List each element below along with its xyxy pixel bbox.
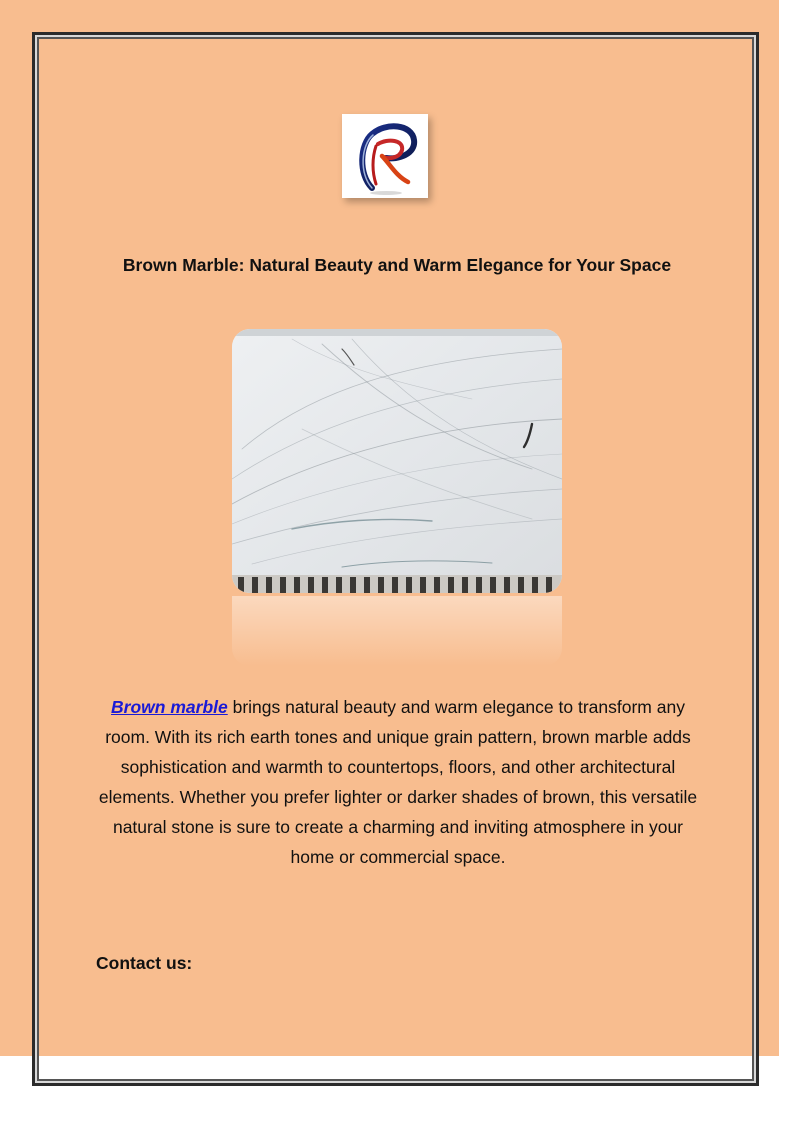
image-reflection bbox=[232, 596, 562, 666]
letter-r-logo-icon bbox=[342, 114, 428, 198]
description-paragraph bbox=[96, 692, 700, 872]
contact-heading: Contact us: bbox=[96, 953, 193, 973]
description-text: brings natural beauty and warm elegance to transform any room. With its rich earth tones and unique grain pattern, brown marble adds sophistication and warmth to countertops, floors, and other architectural elements. Whether you prefer lighter or darker shades of brown, this versatile natural stone is sure to create a charming and inviting atmosphere in your home or commercial space. bbox=[98, 697, 698, 867]
page-title: Brown Marble: Natural Beauty and Warm Elegance for Your Space bbox=[122, 255, 672, 275]
brand-logo bbox=[342, 114, 428, 198]
brown-marble-link[interactable]: Brown marble bbox=[111, 697, 228, 717]
marble-slab-image bbox=[232, 329, 562, 593]
